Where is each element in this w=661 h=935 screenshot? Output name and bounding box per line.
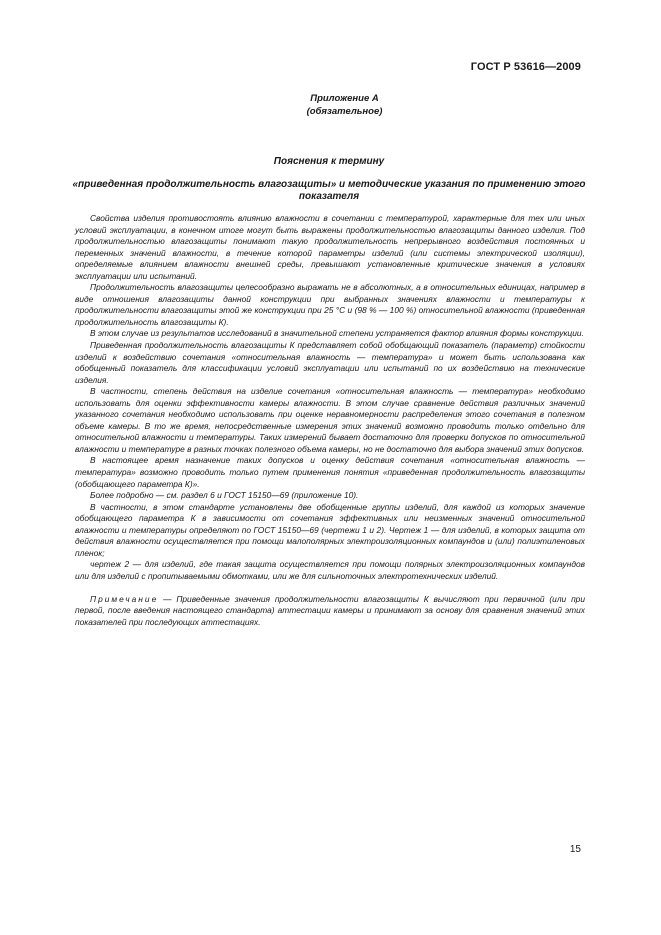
section-heading: Пояснения к термину	[273, 156, 385, 167]
paragraph: Приведенная продолжительность влагозащиты К представляет собой обобщающий показатель (параметр) стойкости изделий к воздействию сочетания «относительная влажность — температура» и может быть использована как обобщенный показатель для классификации условий эксплуатации или испытаний по их воздействию на технические изделия.	[75, 340, 585, 385]
standard-number: ГОСТ Р 53616—2009	[470, 61, 581, 73]
section-subheading: «приведенная продолжительность влагозащиты» и методические указания по применению этого показателя	[72, 178, 586, 202]
paragraph: чертеж 2 — для изделий, где такая защита осуществляется при помощи полярных электроизоляционных компаундов или для изделий с пропитываемыми обмотками, или же для сильноточных электротехнических изделий.	[75, 559, 585, 581]
paragraph: Продолжительность влагозащиты целесообразно выражать не в абсолютных, а в относительных единицах, например в виде отношения влагозащиты данной конструкции при выбранных значениях влажности и температуры к продолжительности влагозащиты этой же конструкции при 25 °С и (98 % — 100 %) относительной влажности (приведенная продолжительность влагозащиты К).	[75, 282, 585, 327]
paragraph: В этом случае из результатов исследований в значительной степени устраняется фактор влияния формы конструкции.	[90, 328, 584, 339]
section-titles	[72, 156, 586, 204]
appendix-title: Приложение А	[310, 93, 379, 104]
appendix-heading	[0, 92, 661, 118]
note-label: Примечание	[90, 593, 159, 604]
paragraph: В частности, степень действия на изделие сочетания «относительная влажность — температура» необходимо использовать для оценки эффективности камеры влажности. В этом случае сравнение действия различных значений указанного сочетания необходимо использовать при оценке неравномерности распределения этого сочетания в полезном объеме камеры. В то же время, непосредственные измерения этих значений возможно проводить только отдельно для относительной влажности и температуры. Таких измерений бывает достаточно для проверки допусков по относительной влажности и температуре в разных точках полезного объема камеры, но не достаточно для выбора значений этих допусков.	[75, 386, 585, 454]
page-number: 15	[569, 844, 581, 855]
paragraph: В настоящее время назначение таких допусков и оценку действия сочетания «относительная влажность — температура» возможно проводить только путем применения понятия «приведенная продолжительность влагозащиты (обобщающего параметра К)».	[75, 455, 585, 489]
note-text: — Приведенные значения продолжительности влагозащиты К вычисляют при первичной (или при первой, после введения настоящего стандарта) аттестации камеры и принимают за основу для сравнения значений этих показателей при последующих аттестациях.	[75, 593, 585, 627]
note	[75, 594, 585, 629]
paragraph: Более подробно — см. раздел 6 и ГОСТ 15150—69 (приложение 10).	[90, 490, 359, 501]
paragraph: Свойства изделия противостоять влиянию влажности в сочетании с температурой, характерные для тех или иных условий эксплуатации, в конечном итоге могут быть выражены продолжительностью влагозащиты данного изделия. Под продолжительностью влагозащиты понимают такую продолжительность непрерывного воздействия постоянных и переменных значений влажности, в течение которой параметры изделий (или системы электрической изоляции), определяемые влиянием влажности внешней среды, превышают установленные критические значения в условиях эксплуатации или испытаний.	[75, 213, 585, 281]
paragraph: В частности, в этом стандарте установлены две обобщенные группы изделий, для каждой из которых значение обобщающего параметра К в зависимости от сочетания эффективных или неизменных значений относительной влажности и температуры определяют по ГОСТ 15150—69 (чертежи 1 и 2). Чертеж 1 — для изделий, в которых защита от действия влажности осуществляется при помощи малополярных электроизоляционных компаундов и (или) полиэтиленовых пленок;	[75, 501, 585, 558]
appendix-status: (обязательное)	[306, 106, 383, 117]
body-text	[75, 213, 585, 628]
